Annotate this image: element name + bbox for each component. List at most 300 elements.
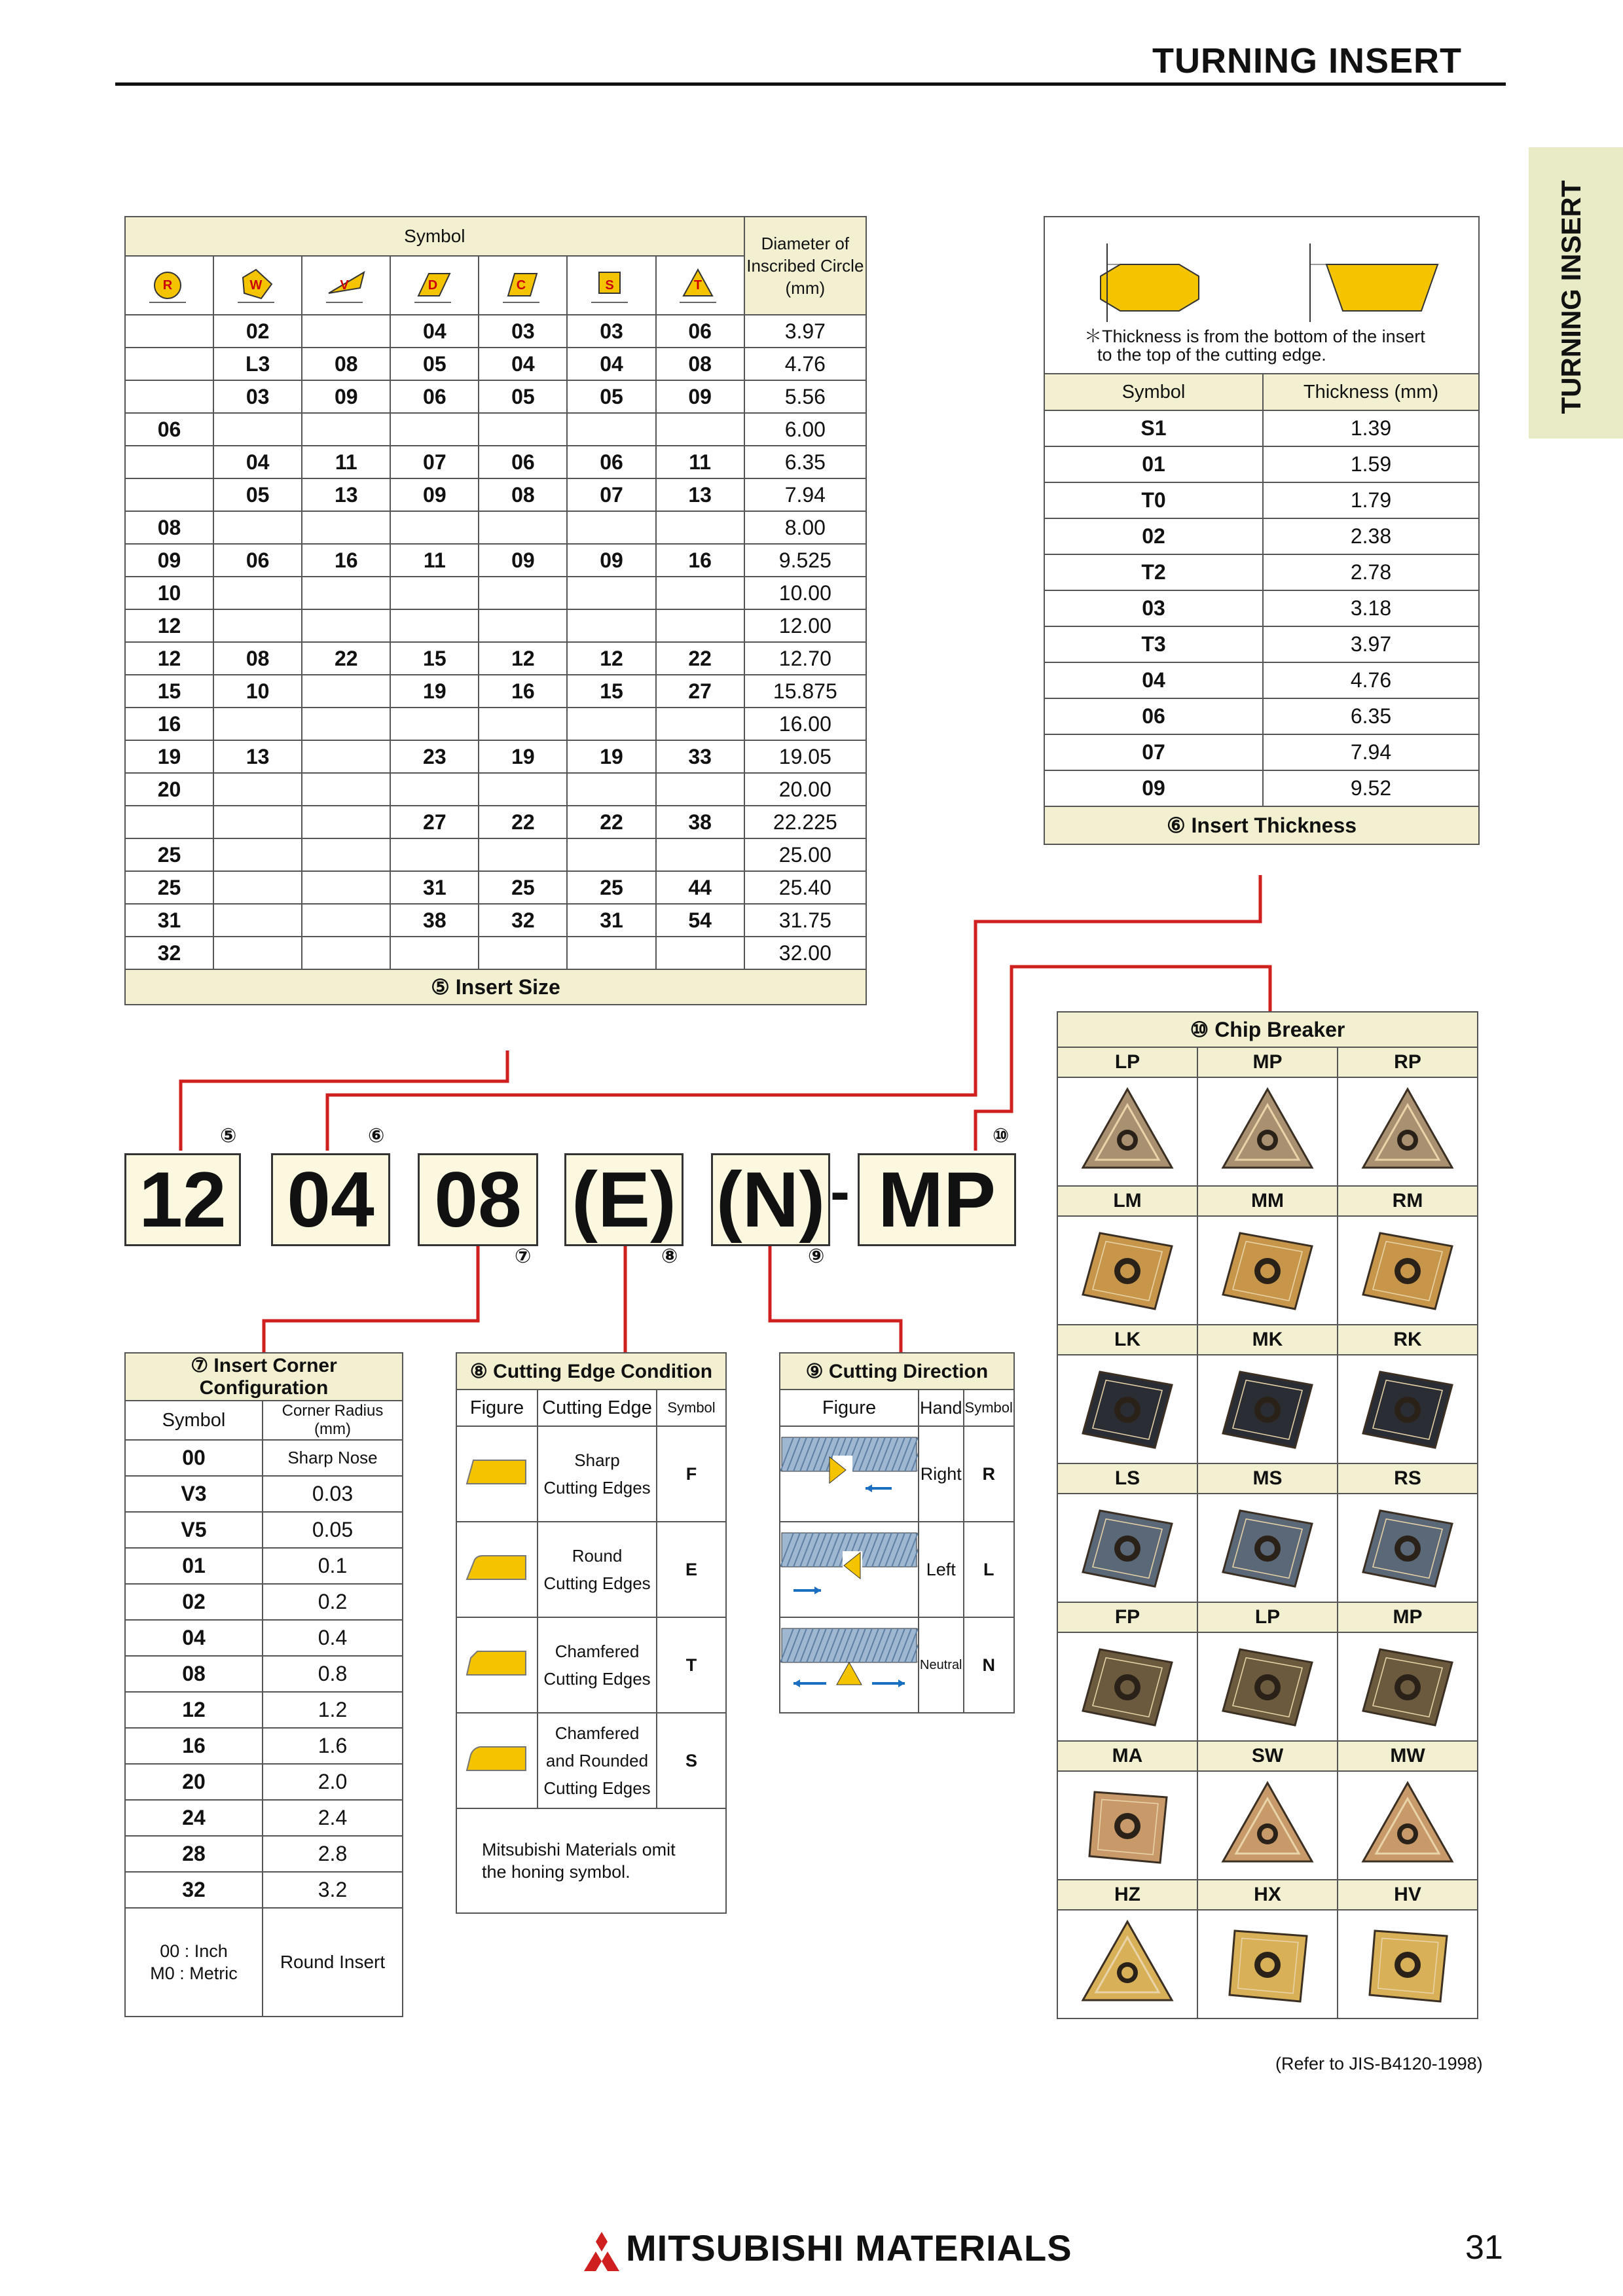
chip-breaker-image (1057, 1910, 1197, 2018)
chip-label-row (1057, 1186, 1478, 1216)
size-cell: 07 (390, 446, 479, 478)
size-cell: 25.00 (744, 838, 866, 871)
size-cell: 25 (479, 871, 567, 904)
size-cell: 23 (390, 740, 479, 773)
corner-symbol: 08 (125, 1656, 263, 1692)
insert-photo-icon (1075, 1500, 1180, 1596)
marker-5: ⑤ (220, 1125, 237, 1147)
size-cell: 16 (302, 544, 390, 577)
insert-photo-icon (1355, 1361, 1460, 1457)
size-cell: 54 (656, 904, 744, 937)
insert-photo-icon (1215, 1916, 1320, 2012)
direction-row (780, 1617, 1014, 1713)
chip-breaker-image (1197, 1632, 1338, 1741)
size-cell: 04 (390, 315, 479, 348)
insert-photo-icon (1355, 1223, 1460, 1318)
size-cell: 44 (656, 871, 744, 904)
direction-hand: Right (919, 1426, 964, 1522)
chip-breaker-label: MK (1197, 1325, 1338, 1355)
corner-row (125, 1872, 403, 1908)
code-dash: - (830, 1159, 850, 1225)
insert-photo-icon (1215, 1361, 1320, 1457)
chip-breaker-label: RS (1338, 1463, 1478, 1494)
corner-radius: 1.6 (263, 1728, 403, 1764)
edge-figure (456, 1426, 538, 1522)
insert-photo-icon (1215, 1084, 1320, 1179)
size-cell: 3.97 (744, 315, 866, 348)
chip-breaker-label: RP (1338, 1047, 1478, 1077)
size-cell: 20 (125, 773, 213, 806)
size-cell: 19 (390, 675, 479, 708)
marker-8: ⑧ (661, 1246, 678, 1267)
corner-radius: 0.05 (263, 1512, 403, 1548)
edge-symbol: F (657, 1426, 726, 1522)
chip-breaker-table (1057, 1011, 1478, 2019)
chip-label-row (1057, 1602, 1478, 1632)
corner-row (125, 1764, 403, 1800)
corner-radius: 0.2 (263, 1584, 403, 1620)
chip-breaker-label: HZ (1057, 1880, 1197, 1910)
edge-symbol-header: Symbol (657, 1390, 726, 1426)
chip-breaker-label: RM (1338, 1186, 1478, 1216)
marker-9: ⑨ (808, 1246, 825, 1267)
corner-radius-header: Corner Radius (mm) (263, 1401, 403, 1440)
marker-10: ⑩ (993, 1125, 1010, 1147)
chip-breaker-image (1338, 1355, 1478, 1463)
size-cell: 05 (213, 478, 302, 511)
shape-letter: W (249, 278, 263, 293)
corner-symbol: 01 (125, 1548, 263, 1584)
chip-breaker-image (1197, 1771, 1338, 1880)
thickness-symbol: T2 (1044, 554, 1263, 590)
size-cell: 9.525 (744, 544, 866, 577)
cutting-edge-profile-icon (460, 1548, 534, 1587)
size-cell: 03 (213, 380, 302, 413)
size-cell: 16.00 (744, 708, 866, 740)
size-cell: 15 (567, 675, 655, 708)
direction-hand: Neutral (919, 1617, 964, 1713)
chip-breaker-image (1057, 1077, 1197, 1186)
size-cell: 33 (656, 740, 744, 773)
direction-symbol: L (964, 1522, 1014, 1617)
thickness-symbol: 01 (1044, 446, 1263, 482)
insert-photo-icon (1075, 1223, 1180, 1318)
chip-breaker-label: HV (1338, 1880, 1478, 1910)
corner-row (125, 1800, 403, 1836)
cutting-edge-title: ⑧ Cutting Edge Condition (456, 1353, 726, 1390)
corner-radius: 2.8 (263, 1836, 403, 1872)
shape-letter: S (605, 278, 614, 293)
size-cell: 38 (656, 806, 744, 838)
size-cell: 31 (390, 871, 479, 904)
corner-row (125, 1836, 403, 1872)
chip-image-row (1057, 1632, 1478, 1741)
size-cell: 25 (567, 871, 655, 904)
corner-footer-right: Round Insert (263, 1908, 403, 2017)
thickness-value: 4.76 (1263, 662, 1479, 698)
size-cell: 25 (125, 871, 213, 904)
page-title: TURNING INSERT (1152, 41, 1462, 81)
chip-image-row (1057, 1216, 1478, 1325)
chip-breaker-label: HX (1197, 1880, 1338, 1910)
corner-symbol: 12 (125, 1692, 263, 1728)
thickness-symbol: T3 (1044, 626, 1263, 662)
chip-breaker-image (1197, 1077, 1338, 1186)
size-cell: 05 (390, 348, 479, 380)
corner-symbol: V5 (125, 1512, 263, 1548)
chip-breaker-label: RK (1338, 1325, 1478, 1355)
brand-logo (579, 2232, 625, 2274)
size-cell: 13 (302, 478, 390, 511)
chip-breaker-image (1057, 1771, 1197, 1880)
size-cell: 06 (567, 446, 655, 478)
corner-radius: 1.2 (263, 1692, 403, 1728)
code-edge: (E) (564, 1153, 684, 1246)
corner-config-title: ⑦ Insert Corner Configuration (125, 1353, 403, 1401)
code-direction: (N) (711, 1153, 830, 1246)
size-cell: 07 (567, 478, 655, 511)
size-cell: 12 (479, 642, 567, 675)
corner-symbol: 24 (125, 1800, 263, 1836)
corner-symbol: 20 (125, 1764, 263, 1800)
size-cell: 13 (656, 478, 744, 511)
chip-image-row (1057, 1910, 1478, 2018)
size-cell: 32 (479, 904, 567, 937)
chip-label-row (1057, 1741, 1478, 1771)
edge-row (456, 1713, 726, 1808)
chip-breaker-image (1197, 1216, 1338, 1325)
size-cell: 8.00 (744, 511, 866, 544)
size-cell: L3 (213, 348, 302, 380)
corner-row (125, 1512, 403, 1548)
corner-radius: Sharp Nose (263, 1440, 403, 1476)
shape-letter: T (694, 278, 702, 293)
edge-figure (456, 1617, 538, 1713)
chip-breaker-label: MW (1338, 1741, 1478, 1771)
corner-symbol: 02 (125, 1584, 263, 1620)
cutting-edge-profile-icon (460, 1643, 534, 1683)
size-cell: 25.40 (744, 871, 866, 904)
size-cell: 09 (479, 544, 567, 577)
brand-name: MITSUBISHI MATERIALS (626, 2227, 1072, 2269)
chip-breaker-image (1057, 1355, 1197, 1463)
size-cell: 11 (390, 544, 479, 577)
chip-breaker-image (1338, 1910, 1478, 2018)
size-cell: 27 (390, 806, 479, 838)
edge-cutting-header: Cutting Edge (538, 1390, 657, 1426)
page-number: 31 (1465, 2229, 1503, 2267)
size-cell: 22 (567, 806, 655, 838)
code-size: 12 (124, 1153, 241, 1246)
chip-breaker-image (1057, 1216, 1197, 1325)
size-cell: 7.94 (744, 478, 866, 511)
size-cell: 22 (479, 806, 567, 838)
chip-breaker-image (1057, 1632, 1197, 1741)
size-cell: 15.875 (744, 675, 866, 708)
corner-row (125, 1548, 403, 1584)
thickness-value: 3.18 (1263, 590, 1479, 626)
corner-radius: 0.03 (263, 1476, 403, 1512)
edge-figure (456, 1522, 538, 1617)
size-cell: 08 (125, 511, 213, 544)
shape-letter: D (428, 278, 438, 293)
size-cell: 22 (302, 642, 390, 675)
size-cell: 08 (213, 642, 302, 675)
size-cell: 04 (479, 348, 567, 380)
shape-letter: V (340, 278, 349, 293)
direction-row (780, 1426, 1014, 1522)
cutting-edge-table (456, 1352, 727, 1914)
size-cell: 08 (479, 478, 567, 511)
cutting-direction-icon (780, 1436, 918, 1508)
insert-photo-icon (1075, 1084, 1180, 1179)
size-cell: 19 (125, 740, 213, 773)
size-cell: 16 (656, 544, 744, 577)
thickness-symbol: 03 (1044, 590, 1263, 626)
chip-breaker-image (1197, 1355, 1338, 1463)
corner-radius: 2.0 (263, 1764, 403, 1800)
three-diamonds-icon (579, 2232, 625, 2271)
cutting-direction-icon (780, 1627, 918, 1699)
chip-breaker-label: MA (1057, 1741, 1197, 1771)
size-cell: 31.75 (744, 904, 866, 937)
size-cell: 05 (567, 380, 655, 413)
thickness-symbol-header: Symbol (1044, 374, 1263, 410)
corner-radius: 2.4 (263, 1800, 403, 1836)
chip-image-row (1057, 1771, 1478, 1880)
thickness-symbol: S1 (1044, 410, 1263, 446)
size-cell: 15 (125, 675, 213, 708)
thickness-value: 6.35 (1263, 698, 1479, 734)
insert-photo-icon (1215, 1500, 1320, 1596)
chip-image-row (1057, 1355, 1478, 1463)
corner-footer-left: 00 : Inch M0 : Metric (125, 1908, 263, 2017)
corner-symbol: 32 (125, 1872, 263, 1908)
size-cell: 19 (567, 740, 655, 773)
marker-6: ⑥ (368, 1125, 385, 1147)
edge-description: Sharp Cutting Edges (538, 1426, 657, 1522)
insert-thickness-footer: ⑥ Insert Thickness (1044, 806, 1479, 844)
edge-row (456, 1426, 726, 1522)
chip-breaker-label: FP (1057, 1602, 1197, 1632)
size-cell: 27 (656, 675, 744, 708)
size-cell: 31 (125, 904, 213, 937)
size-cell: 03 (479, 315, 567, 348)
size-cell: 13 (213, 740, 302, 773)
size-cell: 09 (125, 544, 213, 577)
chip-breaker-label: SW (1197, 1741, 1338, 1771)
thickness-value: 2.38 (1263, 518, 1479, 554)
chip-breaker-label: LK (1057, 1325, 1197, 1355)
insert-size-footer: ⑤ Insert Size (125, 969, 866, 1005)
edge-symbol: E (657, 1522, 726, 1617)
chip-image-row (1057, 1494, 1478, 1602)
chip-breaker-label: MP (1338, 1602, 1478, 1632)
edge-symbol: T (657, 1617, 726, 1713)
thickness-symbol: 02 (1044, 518, 1263, 554)
corner-row (125, 1584, 403, 1620)
marker-7: ⑦ (515, 1246, 532, 1267)
size-cell: 06 (390, 380, 479, 413)
corner-symbol: 16 (125, 1728, 263, 1764)
corner-radius: 0.1 (263, 1548, 403, 1584)
direction-figure (780, 1617, 919, 1713)
corner-row (125, 1620, 403, 1656)
chip-breaker-label: LS (1057, 1463, 1197, 1494)
size-cell: 25 (125, 838, 213, 871)
edge-symbol: S (657, 1713, 726, 1808)
direction-hand: Left (919, 1522, 964, 1617)
size-cell: 04 (213, 446, 302, 478)
insert-photo-icon (1075, 1778, 1180, 1873)
chip-breaker-image (1057, 1494, 1197, 1602)
size-cell: 12.70 (744, 642, 866, 675)
size-cell: 03 (567, 315, 655, 348)
size-cell: 04 (567, 348, 655, 380)
thickness-value: 9.52 (1263, 770, 1479, 806)
thickness-value: 1.39 (1263, 410, 1479, 446)
size-cell: 08 (302, 348, 390, 380)
direction-figure (780, 1426, 919, 1522)
size-cell: 11 (656, 446, 744, 478)
corner-symbol-header: Symbol (125, 1401, 263, 1440)
shape-letter: R (162, 278, 172, 293)
size-cell: 16 (125, 708, 213, 740)
size-cell: 11 (302, 446, 390, 478)
thickness-symbol: 04 (1044, 662, 1263, 698)
size-cell: 12 (567, 642, 655, 675)
insert-photo-icon (1075, 1361, 1180, 1457)
direction-symbol: N (964, 1617, 1014, 1713)
cutting-edge-profile-icon (460, 1739, 534, 1778)
code-thickness: 04 (271, 1153, 390, 1246)
chip-breaker-label: LP (1197, 1602, 1338, 1632)
insert-photo-icon (1215, 1639, 1320, 1734)
insert-photo-icon (1215, 1223, 1320, 1318)
reference-note: (Refer to JIS-B4120-1998) (1275, 2054, 1483, 2073)
thickness-value-header: Thickness (mm) (1263, 374, 1479, 410)
thickness-note: ＊Thickness is from the bottom of the insert to the top of the cutting edge. (1084, 327, 1425, 365)
direction-figure (780, 1522, 919, 1617)
direction-figure-header: Figure (780, 1390, 919, 1426)
chip-breaker-image (1338, 1077, 1478, 1186)
chip-breaker-title: ⑩ Chip Breaker (1057, 1012, 1478, 1047)
chip-breaker-label: LP (1057, 1047, 1197, 1077)
edge-description: Round Cutting Edges (538, 1522, 657, 1617)
size-cell: 12 (125, 609, 213, 642)
size-cell: 06 (479, 446, 567, 478)
edge-row (456, 1617, 726, 1713)
thickness-value: 3.97 (1263, 626, 1479, 662)
thickness-value: 1.79 (1263, 482, 1479, 518)
size-cell: 09 (302, 380, 390, 413)
size-cell: 12.00 (744, 609, 866, 642)
edge-description: Chamfered Cutting Edges (538, 1617, 657, 1713)
shape-letter: C (516, 278, 526, 293)
size-cell: 15 (390, 642, 479, 675)
corner-symbol: 04 (125, 1620, 263, 1656)
corner-radius: 3.2 (263, 1872, 403, 1908)
size-cell: 32 (125, 937, 213, 969)
chip-label-row (1057, 1325, 1478, 1355)
size-cell: 4.76 (744, 348, 866, 380)
size-diameter-header: Diameter of Inscribed Circle (mm) (744, 217, 866, 315)
size-cell: 6.00 (744, 413, 866, 446)
corner-symbol: 28 (125, 1836, 263, 1872)
thickness-symbol: T0 (1044, 482, 1263, 518)
edge-figure-header: Figure (456, 1390, 538, 1426)
cutting-edge-profile-icon (460, 1452, 534, 1492)
cutting-direction-title: ⑨ Cutting Direction (780, 1353, 1014, 1390)
size-cell: 19 (479, 740, 567, 773)
corner-row (125, 1728, 403, 1764)
direction-row (780, 1522, 1014, 1617)
size-cell: 16 (479, 675, 567, 708)
edge-row (456, 1522, 726, 1617)
chip-breaker-label: MS (1197, 1463, 1338, 1494)
direction-hand-header: Hand (919, 1390, 964, 1426)
chip-breaker-label: LM (1057, 1186, 1197, 1216)
size-cell: 6.35 (744, 446, 866, 478)
chip-label-row (1057, 1047, 1478, 1077)
corner-radius: 0.8 (263, 1656, 403, 1692)
size-cell: 09 (567, 544, 655, 577)
corner-row (125, 1440, 403, 1476)
chip-breaker-label: MP (1197, 1047, 1338, 1077)
insert-photo-icon (1215, 1778, 1320, 1873)
chip-breaker-image (1197, 1494, 1338, 1602)
insert-photo-icon (1355, 1500, 1460, 1596)
size-cell: 06 (213, 544, 302, 577)
corner-row (125, 1692, 403, 1728)
direction-symbol-header: Symbol (964, 1390, 1014, 1426)
size-cell: 22 (656, 642, 744, 675)
size-cell: 20.00 (744, 773, 866, 806)
chip-breaker-image (1338, 1771, 1478, 1880)
size-cell: 06 (656, 315, 744, 348)
thickness-value: 2.78 (1263, 554, 1479, 590)
edge-description: Chamfered and Rounded Cutting Edges (538, 1713, 657, 1808)
chip-label-row (1057, 1880, 1478, 1910)
chip-breaker-image (1197, 1910, 1338, 2018)
size-cell: 5.56 (744, 380, 866, 413)
size-cell: 10 (125, 577, 213, 609)
size-cell: 09 (390, 478, 479, 511)
chip-breaker-image (1338, 1494, 1478, 1602)
size-cell: 05 (479, 380, 567, 413)
corner-symbol: V3 (125, 1476, 263, 1512)
code-corner: 08 (418, 1153, 538, 1246)
size-cell: 10.00 (744, 577, 866, 609)
size-cell: 10 (213, 675, 302, 708)
size-cell: 02 (213, 315, 302, 348)
corner-row (125, 1656, 403, 1692)
insert-photo-icon (1355, 1639, 1460, 1734)
thickness-symbol: 07 (1044, 734, 1263, 770)
insert-photo-icon (1075, 1916, 1180, 2012)
size-cell: 19.05 (744, 740, 866, 773)
corner-radius: 0.4 (263, 1620, 403, 1656)
size-cell: 22.225 (744, 806, 866, 838)
size-cell: 32.00 (744, 937, 866, 969)
size-cell: 08 (656, 348, 744, 380)
side-tab-label: TURNING INSERT (1556, 180, 1586, 414)
size-cell: 38 (390, 904, 479, 937)
corner-row (125, 1476, 403, 1512)
cutting-direction-icon (780, 1532, 918, 1604)
thickness-value: 7.94 (1263, 734, 1479, 770)
insert-photo-icon (1355, 1084, 1460, 1179)
